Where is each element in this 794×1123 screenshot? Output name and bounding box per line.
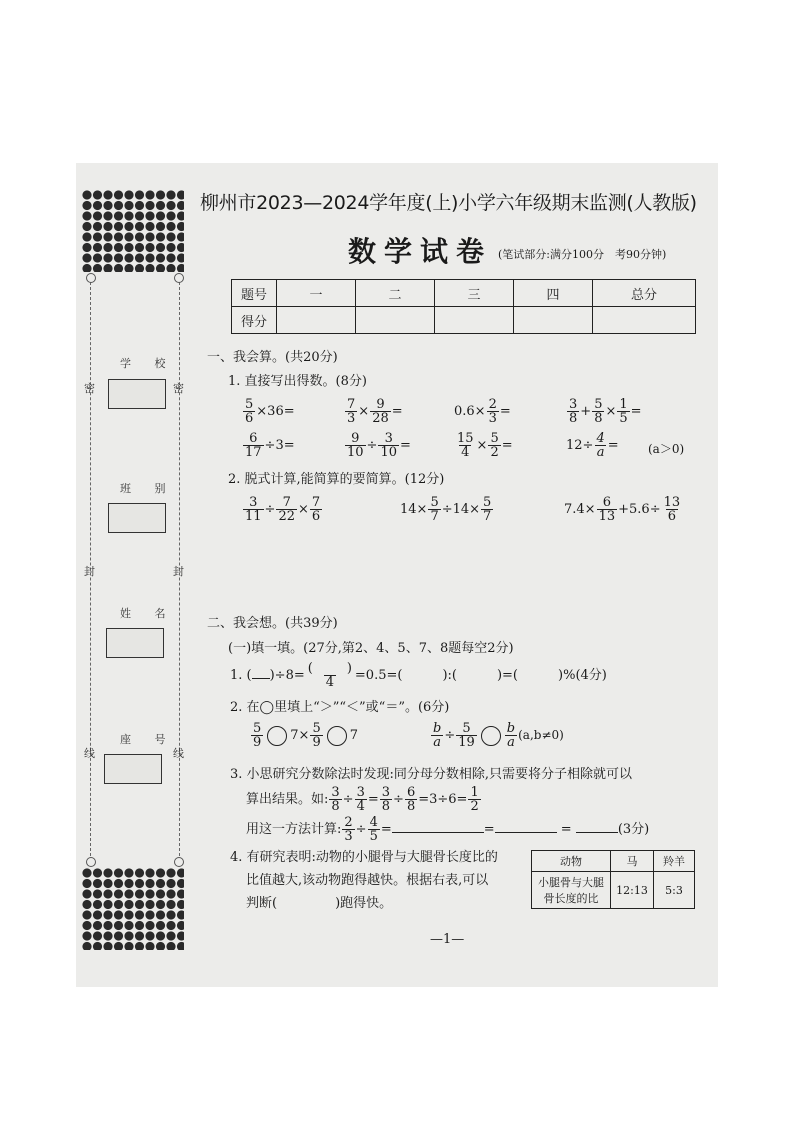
denominator: 3	[488, 411, 497, 426]
denominator: 10	[347, 445, 364, 460]
fill-q3-line2: 算出结果。如: $\frac{3}{8}$ ÷ $\frac{3}{4}$ = $\frac{3}{8}$ ÷ $\frac{6}{8}$ =3÷6= $\frac{1}{2}$	[246, 785, 479, 814]
answer-blank[interactable]	[252, 678, 270, 679]
numerator: 6	[602, 495, 611, 510]
score-input-cell[interactable]	[277, 307, 356, 334]
section1-heading: 一、我会算。(共20分)	[207, 350, 338, 365]
fraction	[310, 722, 322, 749]
fraction	[567, 398, 579, 425]
table-cell: 5:3	[654, 872, 695, 909]
compare-item: $\frac{5}{9}$ 7× $\frac{5}{9}$ 7	[253, 721, 359, 750]
fraction	[276, 496, 297, 523]
denominator: 2	[490, 445, 499, 460]
fraction	[505, 722, 517, 749]
name-label: 姓 名	[120, 607, 176, 620]
denominator: 9	[253, 735, 262, 750]
fraction	[380, 786, 392, 813]
fill-q2-label: 2. 在◯里填上“＞”“＜”或“＝”。(6分)	[230, 700, 450, 715]
denominator: 8	[406, 799, 416, 814]
denominator: 6	[667, 509, 676, 524]
bone-ratio-table	[531, 850, 695, 909]
section2-sub: (一)填一填。(27分,第2、4、5、7、8题每空2分)	[228, 641, 514, 656]
seal-mark: 封	[173, 565, 184, 578]
fraction	[592, 398, 604, 425]
fill-q4-line3: 判断( )跑得快。	[246, 896, 393, 911]
numerator: 2	[344, 815, 353, 830]
fill-q3-line1: 3. 小思研究分数除法时发现:同分母分数相除,只需要将分子相除就可以	[230, 767, 633, 782]
fraction	[368, 816, 380, 843]
numerator: 1	[470, 785, 479, 800]
numerator: 9	[351, 431, 360, 446]
compare-circle[interactable]	[267, 726, 287, 746]
seat-field[interactable]	[104, 754, 162, 784]
fraction	[310, 496, 322, 523]
compare-circle[interactable]	[481, 726, 501, 746]
fraction	[370, 398, 391, 425]
calc-item: $\frac{5}{6}$ ×36=	[245, 397, 295, 426]
denominator: a	[596, 445, 605, 460]
fraction	[251, 722, 263, 749]
fraction	[428, 496, 440, 523]
calc-item: $\frac{7}{3}$ × $\frac{9}{28}$ =	[347, 397, 403, 426]
answer-blank[interactable]	[576, 832, 618, 833]
numerator: 6	[406, 785, 416, 800]
denominator: 28	[372, 411, 389, 426]
fraction	[329, 786, 341, 813]
score-input-cell[interactable]	[593, 307, 696, 334]
seal-mark: 密	[173, 382, 184, 395]
denominator: 6	[311, 509, 321, 524]
fraction	[617, 398, 629, 425]
score-header-cell: 题号	[232, 280, 277, 307]
answer-blank[interactable]	[392, 832, 484, 833]
class-label: 班 别	[120, 482, 176, 495]
calc-item: 14× $\frac{5}{7}$ ÷14× $\frac{5}{7}$	[400, 495, 492, 524]
numerator: 5	[253, 721, 262, 736]
score-input-cell[interactable]	[514, 307, 593, 334]
numerator: 2	[488, 397, 497, 412]
denominator: 11	[245, 509, 262, 524]
seal-mark: 封	[84, 565, 95, 578]
compare-circle[interactable]	[327, 726, 347, 746]
seal-mark: 密	[84, 382, 95, 395]
numerator: 15	[457, 431, 474, 446]
fraction	[481, 496, 493, 523]
score-input-cell[interactable]	[356, 307, 435, 334]
q1-label: 1. 直接写出得数。(8分)	[228, 374, 367, 389]
score-table	[231, 279, 696, 334]
denominator: 7	[430, 509, 439, 524]
seal-mark: 线	[84, 747, 95, 760]
fraction	[355, 786, 367, 813]
score-header-cell: 一	[277, 280, 356, 307]
denominator: 10	[380, 445, 397, 460]
denominator: 19	[458, 735, 475, 750]
class-field[interactable]	[108, 503, 166, 533]
table-row-label: 小腿骨与大腿 骨长度的比	[532, 872, 611, 909]
fraction	[456, 722, 477, 749]
score-header-cell: 二	[356, 280, 435, 307]
fraction	[345, 432, 366, 459]
score-row-label: 得分	[232, 307, 277, 334]
table-cell: 12:13	[611, 872, 654, 909]
denominator: a	[507, 735, 515, 750]
numerator: 5	[430, 495, 439, 510]
name-field[interactable]	[106, 628, 164, 658]
section2-heading: 二、我会想。(共39分)	[207, 616, 338, 631]
school-field[interactable]	[108, 379, 166, 409]
numerator: 5	[312, 721, 321, 736]
calc-item: $\frac{15}{4}$ × $\frac{5}{2}$ =	[457, 431, 513, 460]
denominator: 5	[619, 411, 628, 426]
numerator: 7	[311, 495, 321, 510]
fill-q1: 1. ( )÷8= $\frac{( )}{4}$ =0.5=( ):( )=( )%(4分)	[230, 661, 607, 690]
seat-label: 座 号	[120, 733, 176, 746]
denominator: 4	[461, 445, 470, 460]
denominator: 7	[483, 509, 492, 524]
table-header: 马	[611, 851, 654, 872]
fraction	[243, 398, 255, 425]
denominator: a	[433, 735, 442, 750]
denominator: 2	[470, 799, 479, 814]
fraction	[342, 816, 354, 843]
denominator: 6	[245, 411, 254, 426]
denominator: 8	[569, 411, 578, 426]
fraction	[405, 786, 417, 813]
school-label: 学 校	[120, 357, 176, 370]
fraction	[243, 432, 264, 459]
numerator: 4	[596, 431, 605, 446]
calc-item: $\frac{3}{11}$ ÷ $\frac{7}{22}$ × $\frac{7}{6}$	[245, 495, 321, 524]
calc-item: 12÷ $\frac{4}{a}$ =	[566, 431, 619, 460]
numerator: 5	[490, 431, 499, 446]
binding-corner-mark	[174, 273, 184, 283]
numerator: b	[506, 721, 516, 736]
fraction	[468, 786, 480, 813]
answer-blank[interactable]	[495, 832, 557, 833]
page-number: —1—	[430, 932, 465, 947]
fill-q3-line3: 用这一方法计算: $\frac{2}{3}$ ÷ $\frac{4}{5}$ = = = (3分)	[246, 815, 650, 844]
denominator: 22	[278, 509, 295, 524]
fraction	[488, 432, 500, 459]
calc-item: $\frac{6}{17}$ ÷3=	[245, 431, 295, 460]
binding-corner-mark	[174, 857, 184, 867]
calc-item: 0.6× $\frac{2}{3}$ =	[454, 397, 511, 426]
score-header-cell: 总分	[593, 280, 696, 307]
fraction: $\frac{( )}{4}$	[307, 661, 352, 690]
denominator: 13	[598, 509, 616, 524]
score-header-cell: 四	[514, 280, 593, 307]
calc-item: 7.4× $\frac{6}{13}$ +5.6÷ $\frac{13}{6}$	[564, 495, 681, 524]
numerator: 3	[381, 785, 391, 800]
denominator: 9	[312, 735, 321, 750]
denominator: 8	[331, 799, 340, 814]
dot-pattern-bottom	[82, 868, 184, 950]
exam-note: (笔试部分:满分100分 考90分钟)	[498, 248, 667, 261]
fraction	[455, 432, 476, 459]
seal-mark: 线	[173, 747, 184, 760]
numerator: 3	[249, 495, 258, 510]
numerator: 4	[369, 815, 378, 830]
fraction	[378, 432, 399, 459]
fraction	[345, 398, 357, 425]
numerator: 9	[376, 397, 385, 412]
binding-corner-mark	[86, 857, 96, 867]
table-header: 羚羊	[654, 851, 695, 872]
denominator: 8	[594, 411, 603, 426]
numerator: 6	[249, 431, 258, 446]
numerator: 5	[483, 495, 492, 510]
condition-note: (a＞0)	[648, 442, 685, 456]
numerator: 3	[331, 785, 340, 800]
denominator: 17	[245, 445, 262, 460]
fraction	[662, 496, 683, 523]
calc-item: $\frac{9}{10}$ ÷ $\frac{3}{10}$ =	[347, 431, 411, 460]
exam-title: 柳州市2023—2024学年度(上)小学六年级期末监测(人教版)	[200, 192, 697, 214]
numerator: 7	[282, 495, 291, 510]
numerator: 3	[384, 431, 393, 446]
numerator: 5	[462, 721, 471, 736]
numerator: 1	[619, 397, 628, 412]
numerator: 3	[356, 785, 365, 800]
exam-subtitle: 数学试卷	[348, 235, 493, 268]
q2-label: 2. 脱式计算,能简算的要简算。(12分)	[228, 472, 445, 487]
fill-q4-line2: 比值越大,该动物跑得越快。根据右表,可以	[246, 873, 489, 888]
fraction	[431, 722, 443, 749]
denominator: 3	[347, 411, 356, 426]
numerator: 5	[594, 397, 603, 412]
binding-corner-mark	[86, 273, 96, 283]
numerator: 3	[569, 397, 578, 412]
fraction	[597, 496, 618, 523]
denominator: 3	[344, 829, 353, 844]
table-header: 动物	[532, 851, 611, 872]
numerator: 7	[347, 397, 356, 412]
denominator: 5	[369, 829, 378, 844]
score-header-cell: 三	[435, 280, 514, 307]
calc-item: $\frac{3}{8}$ + $\frac{5}{8}$ × $\frac{1}{5}$ =	[569, 397, 642, 426]
denominator: 4	[356, 799, 365, 814]
fraction	[487, 398, 499, 425]
denominator: 8	[381, 799, 391, 814]
numerator: 5	[245, 397, 254, 412]
fraction	[243, 496, 264, 523]
score-input-cell[interactable]	[435, 307, 514, 334]
numerator: b	[433, 721, 442, 736]
dot-pattern-top	[82, 190, 184, 272]
numerator: 13	[663, 495, 681, 510]
fill-q4-line1: 4. 有研究表明:动物的小腿骨与大腿骨长度比的	[230, 850, 498, 865]
compare-item: $\frac{b}{a}$ ÷ $\frac{5}{19}$ $\frac{b}{a}$ (a,b≠0)	[433, 721, 564, 750]
fraction	[594, 432, 606, 459]
